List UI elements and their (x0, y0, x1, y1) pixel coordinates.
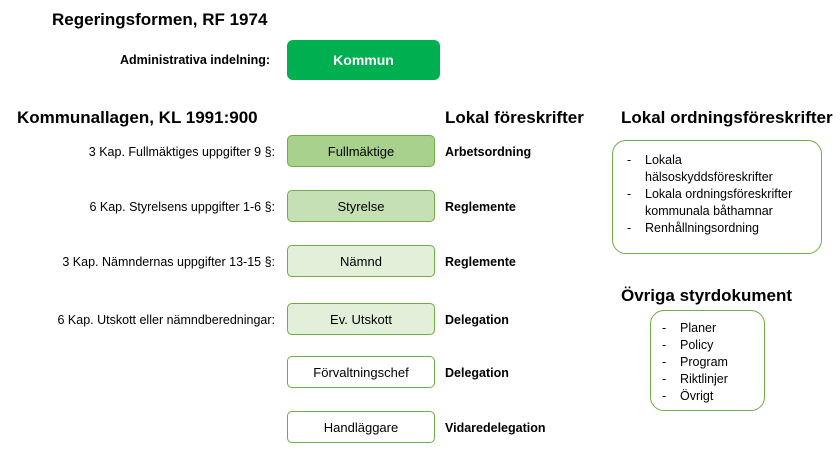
title-lokal-ordningsforeskrifter: Lokal ordningsföreskrifter (621, 108, 833, 127)
list-item: - Program (660, 354, 758, 371)
fullmaktige-box: Fullmäktige (287, 135, 435, 167)
kommun-box: Kommun (287, 40, 440, 80)
handlaggare-box: Handläggare (287, 411, 435, 443)
foreskrift-delegation-forvaltningschef: Delegation (445, 366, 509, 380)
kl-label-fullmaktige: 3 Kap. Fullmäktiges uppgifter 9 §: (88, 145, 275, 159)
namnd-box: Nämnd (287, 245, 435, 277)
ovriga-panel (650, 310, 765, 411)
foreskrift-reglemente-styrelse: Reglemente (445, 200, 516, 214)
foreskrift-reglemente-namnd: Reglemente (445, 255, 516, 269)
title-regeringsformen: Regeringsformen, RF 1974 (52, 10, 268, 29)
list-item: - Övrigt (660, 388, 758, 405)
kl-label-utskott: 6 Kap. Utskott eller nämndberedningar: (57, 313, 275, 327)
kl-label-styrelse: 6 Kap. Styrelsens uppgifter 1-6 §: (89, 200, 275, 214)
foreskrift-delegation-utskott: Delegation (445, 313, 509, 327)
title-ovriga-styrdokument: Övriga styrdokument (621, 286, 792, 305)
utskott-box: Ev. Utskott (287, 303, 435, 335)
list-item: - Lokala hälsoskyddsföreskrifter (625, 152, 813, 186)
list-item: - Policy (660, 337, 758, 354)
kl-label-namnd: 3 Kap. Nämndernas uppgifter 13-15 §: (62, 255, 275, 269)
ordning-panel (612, 140, 822, 254)
title-kommunallagen: Kommunallagen, KL 1991:900 (17, 108, 258, 127)
forvaltningschef-box: Förvaltningschef (287, 356, 435, 388)
foreskrift-vidaredelegation: Vidaredelegation (445, 421, 546, 435)
list-item: - Riktlinjer (660, 371, 758, 388)
administrativ-label: Administrativa indelning: (119, 53, 270, 67)
title-lokal-foreskrifter: Lokal föreskrifter (445, 108, 584, 127)
list-item: - Planer (660, 320, 758, 337)
list-item: - Lokala ordningsföreskrifter kommunala båthamnar (625, 186, 813, 220)
list-item: - Renhållningsordning (625, 220, 813, 237)
foreskrift-arbetsordning: Arbetsordning (445, 145, 532, 159)
styrelse-box: Styrelse (287, 190, 435, 222)
